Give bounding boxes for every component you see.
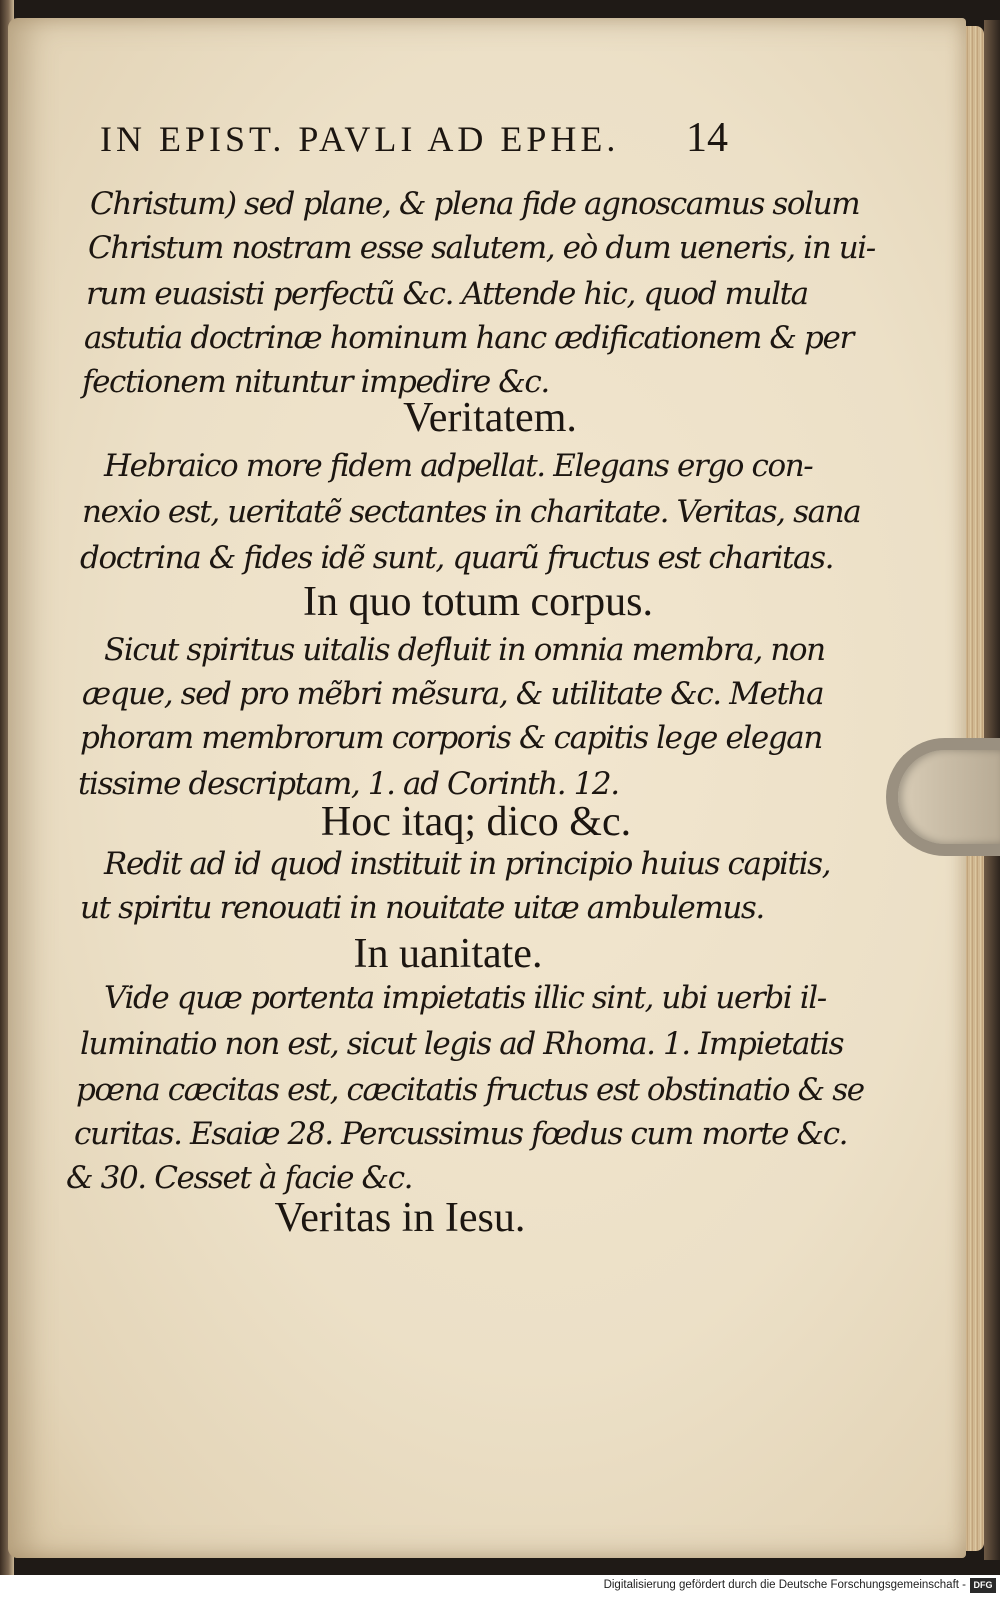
text-line: & 30. Cesset à facie &c. xyxy=(66,1160,413,1196)
text-line: Hebraico more fidem adpellat. Elegans ergo con- xyxy=(104,448,813,484)
text-line: Redit ad id quod instituit in principio huius capitis, xyxy=(104,846,831,882)
text-line: ut spiritu renouati in nouitate uitæ ambulemus. xyxy=(80,890,764,926)
text-line: Christum) sed plane, & plena fide agnoscamus solum xyxy=(90,186,860,222)
text-line: fectionem nituntur impedire &c. xyxy=(82,364,549,400)
dfg-logo: DFG xyxy=(970,1578,996,1593)
text-line: rum euasisti perfectũ &c. Attende hic, quod multa xyxy=(86,276,808,312)
section-heading: In quo totum corpus. xyxy=(303,579,653,625)
text-line: æque, sed pro mẽbri mẽsura, & utilitate &c. Metha xyxy=(82,676,824,712)
section-heading: Veritatem. xyxy=(403,395,577,441)
text-line: luminatio non est, sicut legis ad Rhoma. 1. Impietatis xyxy=(80,1026,844,1062)
running-head: IN EPIST. PAVLI AD EPHE. xyxy=(100,119,620,159)
section-heading: In uanitate. xyxy=(353,931,543,977)
text-line: Christum nostram esse salutem, eò dum ueneris, in ui- xyxy=(88,230,875,266)
text-line: curitas. Esaiæ 28. Percussimus fœdus cum morte &c. xyxy=(74,1116,848,1152)
text-line: pœna cæcitas est, cæcitatis fructus est obstinatio & se xyxy=(76,1072,864,1108)
section-heading: Veritas in Iesu. xyxy=(274,1195,526,1241)
text-line: phoram membrorum corporis & capitis lege elegan xyxy=(80,720,822,756)
text-line: tissime descriptam, 1. ad Corinth. 12. xyxy=(78,766,619,802)
text-line: Sicut spiritus uitalis defluit in omnia membra, non xyxy=(104,632,825,668)
text-line: nexio est, ueritatẽ sectantes in charitate. Veritas, sana xyxy=(82,494,861,530)
text-line: Vide quæ portenta impietatis illic sint, ubi uerbi il- xyxy=(104,980,826,1016)
text-line: doctrina & fides idẽ sunt, quarũ fructus est charitas. xyxy=(80,540,834,576)
page-number: 14 xyxy=(686,115,728,161)
footer-bar xyxy=(0,1575,1000,1597)
section-heading: Hoc itaq; dico &c. xyxy=(320,799,632,845)
text-line: astutia doctrinæ hominum hanc ædificationem & per xyxy=(84,320,853,356)
footer-credit: Digitalisierung gefördert durch die Deutsche Forschungsgemeinschaft - xyxy=(603,1579,966,1591)
